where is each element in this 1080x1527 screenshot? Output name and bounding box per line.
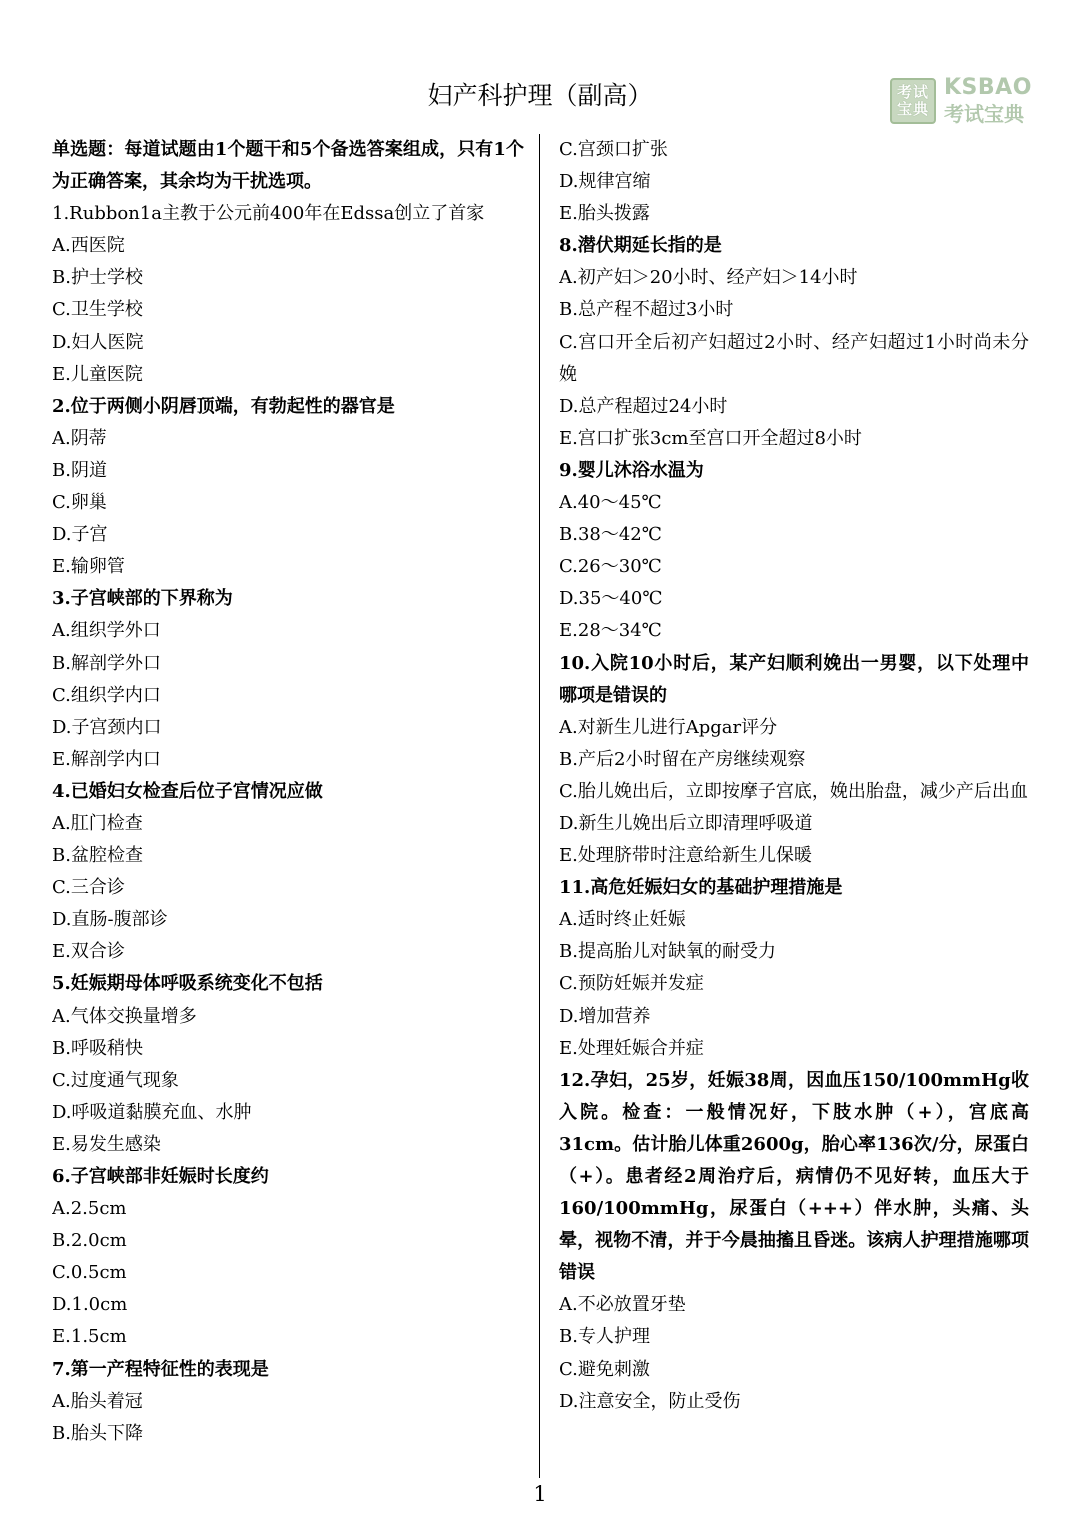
question-stem: 8.潜伏期延长指的是 [559, 235, 722, 257]
option-d: D.规律宫缩 [559, 171, 651, 193]
question-10 [559, 648, 1029, 873]
option-c: C.组织学内口 [52, 684, 161, 706]
logo-brand: KSBAO [944, 75, 1032, 100]
option-d: D.新生儿娩出后立即清理呼吸道 [559, 812, 813, 834]
question-4 [52, 776, 524, 969]
logo-badge-top: 考试 [896, 83, 929, 101]
option-c: C.宫口开全后初产妇超过2小时、经产妇超过1小时尚未分娩 [559, 331, 1029, 385]
option-c: C.三合诊 [52, 877, 125, 899]
option-b: B.产后2小时留在产房继续观察 [559, 748, 806, 770]
option-b: B.呼吸稍快 [52, 1037, 143, 1059]
question-6 [52, 1161, 524, 1354]
option-a: A.对新生儿进行Apgar评分 [559, 716, 778, 738]
option-d: D.注意安全，防止受伤 [559, 1390, 741, 1412]
option-c: C.过度通气现象 [52, 1069, 179, 1091]
right-column [559, 134, 1029, 1418]
option-a: A.不必放置牙垫 [559, 1294, 686, 1316]
option-b: B.护士学校 [52, 267, 143, 289]
option-b: B.阴道 [52, 459, 107, 481]
option-b: B.提高胎儿对缺氧的耐受力 [559, 941, 776, 963]
logo-badge-icon [890, 78, 936, 124]
option-e: E.处理脐带时注意给新生儿保暖 [559, 845, 812, 867]
question-3 [52, 583, 524, 776]
option-b: B.2.0cm [52, 1230, 127, 1252]
option-e: E.1.5cm [52, 1326, 127, 1348]
option-e: E.解剖学内口 [52, 748, 161, 770]
option-c: C.胎儿娩出后，立即按摩子宫底，娩出胎盘，减少产后出血 [559, 780, 1028, 802]
question-stem: 5.妊娠期母体呼吸系统变化不包括 [52, 973, 323, 995]
instructions: 单选题：每道试题由1个题干和5个备选答案组成，只有1个为正确答案，其余均为干扰选项。 [52, 139, 524, 193]
question-12 [559, 1065, 1029, 1418]
question-2 [52, 391, 524, 584]
document-title: 妇产科护理（副高） [427, 81, 653, 110]
option-d: D.呼吸道黏膜充血、水肿 [52, 1101, 252, 1123]
option-a: A.2.5cm [52, 1198, 127, 1220]
question-stem: 7.第一产程特征性的表现是 [52, 1358, 269, 1380]
question-stem: 11.高危妊娠妇女的基础护理措施是 [559, 877, 843, 899]
option-a: A.气体交换量增多 [52, 1005, 197, 1027]
question-stem: 10.入院10小时后，某产妇顺利娩出一男婴，以下处理中哪项是错误的 [559, 652, 1029, 706]
question-stem: 3.子宫峡部的下界称为 [52, 588, 233, 610]
option-c: C.避免刺激 [559, 1358, 650, 1380]
option-e: E.宫口扩张3cm至宫口开全超过8小时 [559, 427, 862, 449]
question-stem: 12.孕妇，25岁，妊娠38周，因血压150/100mmHg收入院。检查：一般情况好，下肢水肿（+），宫底高31cm。估计胎儿体重2600g，胎心率136次/分，尿蛋白（+）。患者经2周治疗后，病情仍不见好转，血压大于160/100mmHg，尿蛋白（+++）伴水肿，头痛、头晕，视物不清，并于今晨抽搐且昏迷。该病人护理措施哪项错误 [559, 1069, 1029, 1284]
logo-badge-bottom: 宝典 [896, 100, 929, 118]
option-e: E.28～34℃ [559, 620, 662, 642]
option-e: E.易发生感染 [52, 1133, 161, 1155]
option-e: E.儿童医院 [52, 363, 143, 385]
option-d: D.35～40℃ [559, 588, 663, 610]
option-e: E.双合诊 [52, 941, 125, 963]
question-stem: 6.子宫峡部非妊娠时长度约 [52, 1166, 269, 1187]
option-d: D.总产程超过24小时 [559, 395, 728, 417]
question-1 [52, 198, 524, 391]
option-c: C.宫颈口扩张 [559, 139, 668, 160]
option-b: B.盆腔检查 [52, 845, 143, 867]
option-a: A.肛门检查 [52, 812, 143, 834]
option-d: D.增加营养 [559, 1005, 651, 1027]
option-a: A.胎头着冠 [52, 1390, 143, 1412]
left-column [52, 134, 524, 1450]
option-a: A.适时终止妊娠 [559, 909, 686, 931]
question-7 [52, 1354, 524, 1450]
option-a: A.西医院 [52, 235, 125, 257]
option-d: D.妇人医院 [52, 331, 144, 353]
option-b: B.专人护理 [559, 1326, 650, 1348]
option-a: A.阴蒂 [52, 427, 107, 449]
question-stem: 2.位于两侧小阴唇顶端，有勃起性的器官是 [52, 395, 395, 417]
option-c: C.卫生学校 [52, 299, 143, 321]
option-a: A.40～45℃ [559, 492, 662, 514]
column-divider [539, 134, 540, 1478]
option-a: A.组织学外口 [52, 620, 161, 642]
page-number: 1 [533, 1482, 547, 1506]
option-c: C.0.5cm [52, 1262, 127, 1284]
option-c: C.26～30℃ [559, 556, 662, 578]
option-b: B.38～42℃ [559, 524, 662, 546]
option-d: D.子宫 [52, 524, 108, 546]
question-11 [559, 872, 1029, 1065]
option-a: A.初产妇＞20小时、经产妇＞14小时 [559, 267, 858, 289]
option-d: D.1.0cm [52, 1294, 128, 1316]
option-b: B.总产程不超过3小时 [559, 299, 734, 321]
option-e: E.胎头拨露 [559, 203, 650, 225]
question-9 [559, 455, 1029, 648]
option-e: E.处理妊娠合并症 [559, 1037, 704, 1059]
option-d: D.子宫颈内口 [52, 716, 162, 738]
question-stem: 4.已婚妇女检查后位子宫情况应做 [52, 780, 323, 802]
option-b: B.胎头下降 [52, 1422, 143, 1444]
question-stem: 1.Rubbon1a主教于公元前400年在Edssa创立了首家 [52, 203, 485, 225]
question-7-continued [559, 134, 1029, 230]
option-c: C.预防妊娠并发症 [559, 973, 704, 995]
question-stem: 9.婴儿沐浴水温为 [559, 459, 704, 481]
option-c: C.卵巢 [52, 492, 107, 514]
ksbao-logo [890, 76, 1040, 126]
question-8 [559, 230, 1029, 455]
question-5 [52, 968, 524, 1161]
option-b: B.解剖学外口 [52, 652, 161, 674]
option-e: E.输卵管 [52, 556, 125, 578]
option-d: D.直肠-腹部诊 [52, 909, 168, 931]
logo-subtitle: 考试宝典 [944, 102, 1024, 126]
